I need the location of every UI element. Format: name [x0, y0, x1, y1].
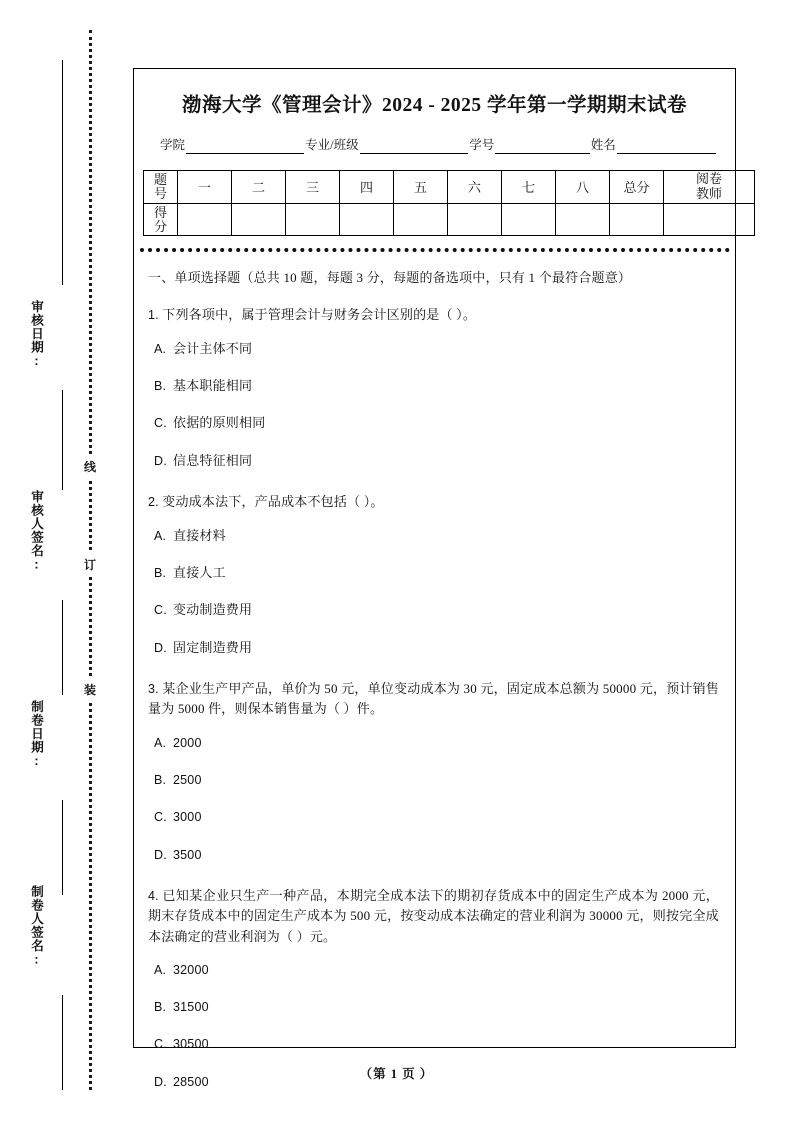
option-text: 2000: [173, 735, 202, 750]
score-header-char-1: 得: [153, 204, 167, 220]
table-row-scores: [144, 203, 755, 235]
field-label-college: 学院: [160, 138, 186, 152]
question-4-body: 已知某企业只生产一种产品，本期完全成本法下的期初存货成本中的固定生产成本为 2000 元，期末存货成本中的固定生产成本为 500 元，按变动成本法确定的营业利润为 30000 元，则按完全成本法确定的营业利润为（ ）元。: [148, 888, 719, 944]
col-header-3: 三: [286, 171, 340, 204]
col-header-total: 总分: [610, 171, 664, 204]
score-cell-3[interactable]: [286, 203, 340, 235]
page-title: 渤海大学《管理会计》2024 - 2025 学年第一学期期末试卷: [181, 95, 688, 116]
question-3-option-c[interactable]: [154, 807, 719, 827]
binding-margin: [0, 0, 125, 1122]
score-cell-total[interactable]: [610, 203, 664, 235]
score-cell-2[interactable]: [232, 203, 286, 235]
col-header-6: 六: [448, 171, 502, 204]
option-key: A.: [154, 735, 167, 750]
question-3: [148, 679, 719, 865]
option-text: 32000: [173, 962, 209, 977]
row-header-question-number: [144, 171, 178, 204]
question-4-text: [148, 886, 719, 947]
question-1-option-d[interactable]: [154, 451, 719, 471]
page-footer: （第 1 页 ）: [359, 1067, 434, 1081]
col-header-8: 八: [556, 171, 610, 204]
col-header-teacher: [664, 171, 755, 204]
option-text: 信息特征相同: [173, 452, 253, 468]
option-key: A.: [154, 528, 167, 543]
question-1-option-b[interactable]: [154, 376, 719, 396]
field-input-name[interactable]: [617, 139, 716, 154]
option-key: C.: [154, 416, 167, 431]
student-info-row: [160, 135, 717, 154]
field-label-studentid: 学号: [469, 138, 495, 152]
score-cell-6[interactable]: [448, 203, 502, 235]
option-key: B.: [154, 1000, 167, 1015]
margin-rule-second: [62, 390, 63, 490]
row-header-char-2: 号: [153, 185, 167, 201]
field-input-studentid[interactable]: [495, 139, 589, 154]
option-key: D.: [154, 1074, 167, 1089]
teacher-label-char-1: 阅卷: [695, 171, 722, 186]
question-2-text: [148, 492, 719, 512]
table-row-question-numbers: [144, 171, 755, 204]
margin-label-maker-sign: 制卷人签名:: [29, 885, 44, 968]
question-2-option-a[interactable]: [154, 526, 719, 546]
score-table: [143, 170, 755, 236]
row-header-char-1: 题: [153, 172, 167, 188]
score-table-container: [143, 170, 726, 236]
fold-marker-zhuang: 装: [80, 678, 100, 701]
option-key: D.: [154, 453, 167, 468]
option-text: 3500: [173, 847, 202, 862]
section-heading: 一、单项选择题（总共 10 题，每题 3 分，每题的备选项中，只有 1 个最符合题意）: [148, 270, 632, 286]
question-1-body: 下列各项中，属于管理会计与财务会计区别的是（ ）。: [162, 307, 477, 323]
option-text: 直接材料: [173, 527, 226, 543]
option-key: D.: [154, 640, 167, 655]
option-key: B.: [154, 379, 167, 394]
question-4-option-c[interactable]: [154, 1034, 719, 1054]
col-header-4: 四: [340, 171, 394, 204]
option-key: C.: [154, 810, 167, 825]
question-2-option-c[interactable]: [154, 600, 719, 620]
margin-label-reviewer-sign: 审核人签名:: [29, 490, 44, 573]
option-text: 30500: [173, 1037, 209, 1052]
question-4-option-b[interactable]: [154, 997, 719, 1017]
question-3-option-b[interactable]: [154, 770, 719, 790]
question-1-options: [148, 339, 719, 472]
section-divider: [140, 248, 730, 252]
option-key: A.: [154, 962, 167, 977]
score-cell-teacher[interactable]: [664, 203, 755, 235]
teacher-label-char-2: 教师: [695, 185, 722, 201]
option-key: D.: [154, 847, 167, 862]
option-key: C.: [154, 603, 167, 618]
score-cell-7[interactable]: [502, 203, 556, 235]
question-3-text: [148, 679, 719, 720]
margin-label-maker-date: 制卷日期:: [29, 700, 44, 769]
option-text: 3000: [173, 810, 202, 825]
score-cell-5[interactable]: [394, 203, 448, 235]
col-header-1: 一: [178, 171, 232, 204]
score-header-char-2: 分: [153, 218, 167, 234]
question-3-option-a[interactable]: [154, 733, 719, 753]
margin-rule-top: [62, 60, 63, 285]
question-2-options: [148, 526, 719, 659]
question-1-option-a[interactable]: [154, 339, 719, 359]
fold-marker-xian: 线: [80, 455, 100, 478]
option-text: 直接人工: [173, 564, 226, 580]
question-3-body: 某企业生产甲产品，单价为 50 元，单位变动成本为 30 元，固定成本总额为 50000 元，预计销售量为 5000 件，则保本销售量为（ ）件。: [148, 681, 720, 717]
field-label-name: 姓名: [590, 138, 616, 152]
score-cell-1[interactable]: [178, 203, 232, 235]
fold-marker-ding: 订: [80, 553, 100, 576]
col-header-2: 二: [232, 171, 286, 204]
question-4: [148, 886, 719, 1092]
question-3-option-d[interactable]: [154, 845, 719, 865]
field-input-college[interactable]: [186, 139, 304, 154]
question-4-number: 4.: [148, 889, 159, 904]
field-label-major: 专业/班级: [305, 138, 359, 152]
option-key: B.: [154, 565, 167, 580]
question-1-option-c[interactable]: [154, 413, 719, 433]
option-text: 依据的原则相同: [173, 415, 266, 431]
score-cell-8[interactable]: [556, 203, 610, 235]
option-text: 31500: [173, 1000, 209, 1015]
question-2: [148, 492, 719, 658]
question-3-options: [148, 733, 719, 866]
option-key: A.: [154, 341, 167, 356]
question-2-option-d[interactable]: [154, 638, 719, 658]
row-header-score: [144, 203, 178, 235]
question-2-number: 2.: [148, 495, 159, 510]
option-text: 会计主体不同: [173, 340, 253, 356]
col-header-5: 五: [394, 171, 448, 204]
question-3-number: 3.: [148, 682, 159, 697]
option-text: 28500: [173, 1074, 209, 1089]
option-text: 2500: [173, 772, 202, 787]
question-2-option-b[interactable]: [154, 563, 719, 583]
margin-rule-third: [62, 600, 63, 695]
option-key: B.: [154, 772, 167, 787]
option-text: 基本职能相同: [173, 378, 253, 394]
question-2-body: 变动成本法下，产品成本不包括（ ）。: [162, 494, 384, 510]
option-text: 固定制造费用: [173, 639, 253, 655]
field-input-major[interactable]: [360, 139, 469, 154]
score-cell-4[interactable]: [340, 203, 394, 235]
question-4-option-a[interactable]: [154, 960, 719, 980]
margin-label-review-date: 审核日期:: [29, 300, 44, 369]
questions-body: [148, 268, 719, 1092]
col-header-7: 七: [502, 171, 556, 204]
margin-rule-fourth: [62, 800, 63, 895]
option-key: C.: [154, 1037, 167, 1052]
question-1-text: [148, 305, 719, 325]
option-text: 变动制造费用: [173, 602, 253, 618]
question-1: [148, 305, 719, 471]
question-1-number: 1.: [148, 308, 159, 323]
